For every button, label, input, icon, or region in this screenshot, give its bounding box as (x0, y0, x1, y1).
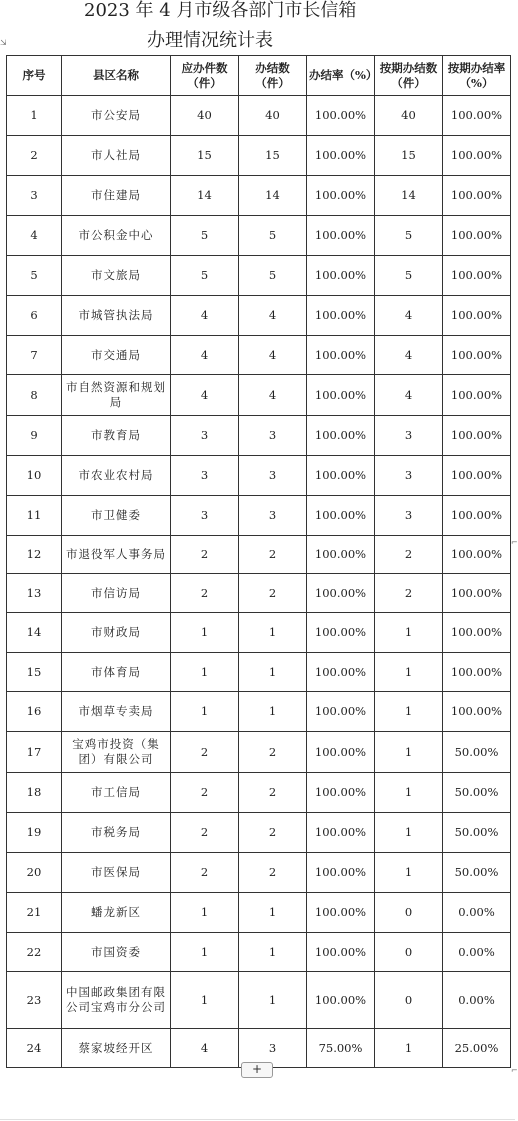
table-row (7, 972, 511, 1029)
cell-ontime-count: 3 (375, 496, 443, 536)
cell-ontime-rate: 100.00% (443, 653, 511, 692)
cell-done-count: 3 (239, 1029, 307, 1068)
cell-ontime-count: 3 (375, 416, 443, 456)
cell-ontime-count: 2 (375, 574, 443, 613)
cell-ontime-rate: 100.00% (443, 176, 511, 216)
cell-due-count: 40 (171, 96, 239, 136)
table-row (7, 853, 511, 893)
cell-due-count: 14 (171, 176, 239, 216)
cell-ontime-count: 0 (375, 933, 443, 972)
statistics-table (6, 55, 511, 1068)
cell-done-rate: 100.00% (307, 773, 375, 813)
cell-ontime-rate: 100.00% (443, 613, 511, 653)
cell-done-count: 2 (239, 813, 307, 853)
cell-done-count: 5 (239, 256, 307, 296)
cell-unit-name: 市自然资源和规划局 (62, 375, 171, 416)
header-ontime-rate: 按期办结率（%） (443, 56, 511, 96)
page-divider (0, 1119, 515, 1120)
cell-done-count: 2 (239, 732, 307, 773)
cell-due-count: 2 (171, 732, 239, 773)
cell-due-count: 1 (171, 613, 239, 653)
table-row (7, 613, 511, 653)
cell-ontime-count: 1 (375, 773, 443, 813)
cell-done-count: 1 (239, 933, 307, 972)
cell-done-count: 4 (239, 336, 307, 375)
cell-due-count: 2 (171, 813, 239, 853)
cell-ontime-rate: 50.00% (443, 773, 511, 813)
cell-done-rate: 100.00% (307, 216, 375, 256)
cell-done-count: 1 (239, 893, 307, 933)
table-row (7, 256, 511, 296)
cell-done-count: 3 (239, 416, 307, 456)
cell-serial: 9 (7, 416, 62, 456)
cell-serial: 16 (7, 692, 62, 732)
cell-due-count: 4 (171, 336, 239, 375)
cell-unit-name: 市城管执法局 (62, 296, 171, 336)
cell-unit-name: 市体育局 (62, 653, 171, 692)
cell-serial: 15 (7, 653, 62, 692)
cell-due-count: 3 (171, 496, 239, 536)
cell-serial: 13 (7, 574, 62, 613)
cell-unit-name: 市人社局 (62, 136, 171, 176)
table-row (7, 692, 511, 732)
cell-ontime-rate: 100.00% (443, 216, 511, 256)
cell-ontime-count: 1 (375, 732, 443, 773)
cell-done-count: 5 (239, 216, 307, 256)
cell-done-rate: 100.00% (307, 732, 375, 773)
table-row (7, 536, 511, 574)
cell-done-rate: 100.00% (307, 813, 375, 853)
header-serial: 序号 (7, 56, 62, 96)
cell-ontime-rate: 100.00% (443, 536, 511, 574)
cell-due-count: 1 (171, 653, 239, 692)
cell-ontime-rate: 100.00% (443, 136, 511, 176)
cell-ontime-rate: 0.00% (443, 893, 511, 933)
cell-done-count: 15 (239, 136, 307, 176)
cell-done-rate: 100.00% (307, 536, 375, 574)
cell-done-rate: 100.00% (307, 853, 375, 893)
cell-unit-name: 市烟草专卖局 (62, 692, 171, 732)
cell-unit-name: 市教育局 (62, 416, 171, 456)
table-row (7, 136, 511, 176)
table-row (7, 375, 511, 416)
cell-done-count: 1 (239, 653, 307, 692)
cell-done-rate: 100.00% (307, 336, 375, 375)
cell-serial: 23 (7, 972, 62, 1029)
cell-serial: 18 (7, 773, 62, 813)
header-due-count: 应办件数（件） (171, 56, 239, 96)
cell-ontime-count: 1 (375, 653, 443, 692)
cell-done-rate: 100.00% (307, 933, 375, 972)
cell-serial: 14 (7, 613, 62, 653)
table-row (7, 216, 511, 256)
cell-due-count: 1 (171, 692, 239, 732)
cell-serial: 7 (7, 336, 62, 375)
cell-done-count: 40 (239, 96, 307, 136)
cell-serial: 6 (7, 296, 62, 336)
cell-done-count: 2 (239, 574, 307, 613)
cell-done-rate: 100.00% (307, 296, 375, 336)
cell-done-count: 2 (239, 536, 307, 574)
cell-due-count: 5 (171, 216, 239, 256)
cell-ontime-rate: 100.00% (443, 336, 511, 375)
table-row (7, 496, 511, 536)
cell-done-rate: 100.00% (307, 456, 375, 496)
cell-unit-name: 市公积金中心 (62, 216, 171, 256)
cell-ontime-rate: 100.00% (443, 296, 511, 336)
header-ontime-count: 按期办结数（件） (375, 56, 443, 96)
header-done-rate: 办结率（%） (307, 56, 375, 96)
cell-ontime-rate: 50.00% (443, 813, 511, 853)
cell-ontime-count: 1 (375, 1029, 443, 1068)
cell-done-rate: 100.00% (307, 256, 375, 296)
cell-due-count: 1 (171, 933, 239, 972)
table-row (7, 456, 511, 496)
cell-serial: 24 (7, 1029, 62, 1068)
cell-ontime-rate: 50.00% (443, 732, 511, 773)
cell-unit-name: 宝鸡市投资（集团）有限公司 (62, 732, 171, 773)
cell-unit-name: 市公安局 (62, 96, 171, 136)
cell-ontime-rate: 100.00% (443, 96, 511, 136)
cell-ontime-count: 1 (375, 613, 443, 653)
cell-done-rate: 100.00% (307, 496, 375, 536)
cell-done-rate: 100.00% (307, 574, 375, 613)
cell-ontime-count: 5 (375, 256, 443, 296)
table-move-handle-icon[interactable]: ⇲ (0, 38, 7, 47)
cell-ontime-count: 4 (375, 375, 443, 416)
cell-serial: 17 (7, 732, 62, 773)
cell-ontime-count: 1 (375, 853, 443, 893)
row-resize-handle-icon[interactable]: ⌐ (511, 1066, 518, 1075)
header-done-count: 办结数（件） (239, 56, 307, 96)
cell-done-rate: 100.00% (307, 136, 375, 176)
cell-ontime-rate: 50.00% (443, 853, 511, 893)
cell-unit-name: 市文旅局 (62, 256, 171, 296)
cell-ontime-count: 0 (375, 972, 443, 1029)
cell-serial: 1 (7, 96, 62, 136)
cell-due-count: 2 (171, 773, 239, 813)
cell-ontime-count: 5 (375, 216, 443, 256)
cell-unit-name: 市财政局 (62, 613, 171, 653)
cell-done-count: 4 (239, 375, 307, 416)
cell-due-count: 15 (171, 136, 239, 176)
cell-done-rate: 100.00% (307, 692, 375, 732)
cell-done-count: 14 (239, 176, 307, 216)
cell-due-count: 5 (171, 256, 239, 296)
table-row (7, 296, 511, 336)
cell-due-count: 2 (171, 853, 239, 893)
cell-done-count: 3 (239, 496, 307, 536)
table-row (7, 773, 511, 813)
table-row (7, 893, 511, 933)
cell-unit-name: 市医保局 (62, 853, 171, 893)
cell-due-count: 4 (171, 1029, 239, 1068)
cell-due-count: 1 (171, 972, 239, 1029)
document-title: 2023 年 4 月市级各部门市长信箱 (84, 0, 357, 21)
cell-done-rate: 100.00% (307, 375, 375, 416)
header-unit-name: 县区名称 (62, 56, 171, 96)
cell-serial: 10 (7, 456, 62, 496)
cell-ontime-rate: 0.00% (443, 972, 511, 1029)
cell-ontime-rate: 100.00% (443, 416, 511, 456)
table-row (7, 813, 511, 853)
cell-due-count: 4 (171, 296, 239, 336)
cell-done-rate: 75.00% (307, 1029, 375, 1068)
cell-serial: 8 (7, 375, 62, 416)
cell-ontime-count: 2 (375, 536, 443, 574)
table-row (7, 653, 511, 692)
cell-serial: 4 (7, 216, 62, 256)
cell-serial: 19 (7, 813, 62, 853)
cell-done-count: 2 (239, 853, 307, 893)
cell-serial: 20 (7, 853, 62, 893)
cell-done-count: 1 (239, 692, 307, 732)
cell-serial: 12 (7, 536, 62, 574)
cell-done-count: 3 (239, 456, 307, 496)
table-row (7, 96, 511, 136)
cell-ontime-count: 15 (375, 136, 443, 176)
table-body (7, 96, 511, 1068)
cell-unit-name: 中国邮政集团有限公司宝鸡市分公司 (62, 972, 171, 1029)
cell-ontime-count: 40 (375, 96, 443, 136)
cell-unit-name: 市税务局 (62, 813, 171, 853)
cell-ontime-rate: 100.00% (443, 256, 511, 296)
cell-unit-name: 市国资委 (62, 933, 171, 972)
add-row-button[interactable]: + (241, 1062, 273, 1078)
table-row (7, 416, 511, 456)
cell-ontime-count: 14 (375, 176, 443, 216)
cell-serial: 2 (7, 136, 62, 176)
cell-unit-name: 市卫健委 (62, 496, 171, 536)
cell-done-rate: 100.00% (307, 893, 375, 933)
cell-done-count: 1 (239, 972, 307, 1029)
cell-done-rate: 100.00% (307, 96, 375, 136)
cell-serial: 3 (7, 176, 62, 216)
cell-ontime-rate: 0.00% (443, 933, 511, 972)
table-row (7, 574, 511, 613)
table-row (7, 336, 511, 375)
cell-ontime-count: 0 (375, 893, 443, 933)
cell-done-count: 2 (239, 773, 307, 813)
cell-unit-name: 市农业农村局 (62, 456, 171, 496)
cell-due-count: 3 (171, 456, 239, 496)
cell-serial: 21 (7, 893, 62, 933)
table-row (7, 732, 511, 773)
cell-ontime-count: 4 (375, 296, 443, 336)
cell-due-count: 1 (171, 893, 239, 933)
cell-done-rate: 100.00% (307, 653, 375, 692)
cell-ontime-count: 1 (375, 692, 443, 732)
row-resize-handle-icon[interactable]: ⌐ (511, 538, 518, 547)
cell-unit-name: 市住建局 (62, 176, 171, 216)
cell-done-rate: 100.00% (307, 416, 375, 456)
cell-done-rate: 100.00% (307, 972, 375, 1029)
table-row (7, 176, 511, 216)
cell-unit-name: 蟠龙新区 (62, 893, 171, 933)
cell-unit-name: 市交通局 (62, 336, 171, 375)
cell-ontime-count: 4 (375, 336, 443, 375)
cell-unit-name: 蔡家坡经开区 (62, 1029, 171, 1068)
cell-due-count: 4 (171, 375, 239, 416)
cell-done-rate: 100.00% (307, 613, 375, 653)
cell-due-count: 2 (171, 536, 239, 574)
cell-serial: 22 (7, 933, 62, 972)
cell-unit-name: 市退役军人事务局 (62, 536, 171, 574)
cell-ontime-rate: 100.00% (443, 574, 511, 613)
cell-due-count: 3 (171, 416, 239, 456)
cell-ontime-count: 1 (375, 813, 443, 853)
cell-done-rate: 100.00% (307, 176, 375, 216)
cell-ontime-count: 3 (375, 456, 443, 496)
document-subtitle: 办理情况统计表 (147, 30, 273, 51)
cell-due-count: 2 (171, 574, 239, 613)
table-row (7, 933, 511, 972)
cell-serial: 5 (7, 256, 62, 296)
cell-ontime-rate: 100.00% (443, 456, 511, 496)
cell-serial: 11 (7, 496, 62, 536)
cell-unit-name: 市工信局 (62, 773, 171, 813)
cell-unit-name: 市信访局 (62, 574, 171, 613)
cell-ontime-rate: 100.00% (443, 496, 511, 536)
cell-done-count: 4 (239, 296, 307, 336)
cell-done-count: 1 (239, 613, 307, 653)
cell-ontime-rate: 100.00% (443, 375, 511, 416)
cell-ontime-rate: 100.00% (443, 692, 511, 732)
cell-ontime-rate: 25.00% (443, 1029, 511, 1068)
table-header-row (7, 56, 511, 96)
